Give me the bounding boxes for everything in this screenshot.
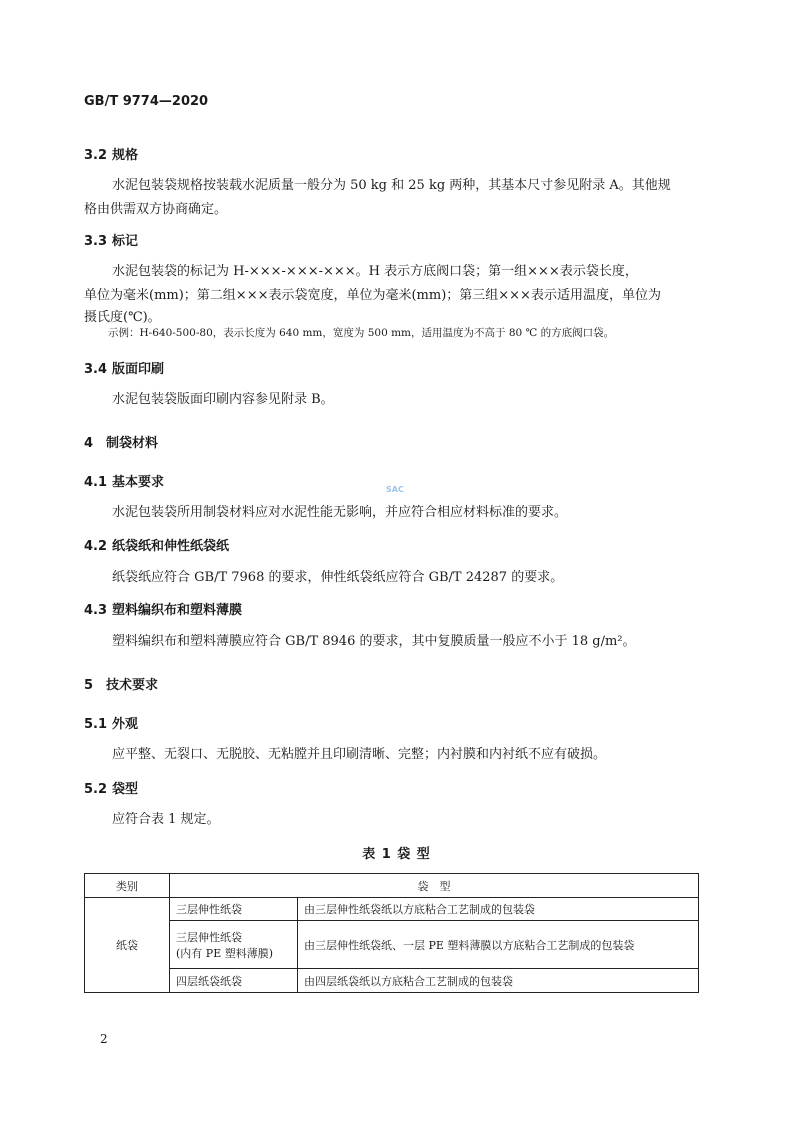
watermark-logo: SAC xyxy=(386,485,404,494)
section-title: 标记 xyxy=(112,234,139,249)
section-title: 袋型 xyxy=(112,782,139,797)
section-number: 5.1 xyxy=(84,717,108,732)
paragraph-line: 应平整、无裂口、无脱胶、无粘膛并且印刷清晰、完整；内衬膜和内衬纸不应有破损。 xyxy=(112,747,607,762)
section-title: 基本要求 xyxy=(112,475,165,490)
bag-type-cell xyxy=(170,898,298,921)
section-heading-5-1 xyxy=(84,713,138,732)
paragraph-line: 塑料编织布和塑料薄膜应符合 GB/T 8946 的要求，其中复膜质量一般应不小于 18 g/m²。 xyxy=(112,634,636,649)
standard-code: GB/T 9774—2020 xyxy=(84,94,209,109)
example-note: 示例：H-640-500-80，表示长度为 640 mm，宽度为 500 mm，适用温度为不高于 80 ℃ 的方底阀口袋。 xyxy=(108,327,615,339)
section-title: 塑料编织布和塑料薄膜 xyxy=(112,603,243,618)
bag-type-table xyxy=(84,873,699,993)
table-row xyxy=(85,969,699,993)
category-cell: 纸袋 xyxy=(85,898,170,993)
bag-description-cell: 由四层纸袋纸以方底粘合工艺制成的包装袋 xyxy=(298,969,699,993)
paragraph-line: 水泥包装袋规格按装载水泥质量一般分为 50 kg 和 25 kg 两种，其基本尺寸参见附录 A。其他规 xyxy=(112,178,671,193)
section-number: 3.4 xyxy=(84,362,108,377)
section-number: 4.1 xyxy=(84,475,108,490)
section-title: 制袋材料 xyxy=(106,436,159,451)
bag-type-name: 四层纸袋纸袋 xyxy=(176,974,242,988)
paragraph-line: 水泥包装袋的标记为 H-×××-×××-×××。H 表示方底阀口袋；第一组×××表示袋长度， xyxy=(112,264,638,279)
table-header-cell: 类别 xyxy=(85,874,170,898)
section-heading-5 xyxy=(84,674,158,693)
paragraph-line: 格由供需双方协商确定。 xyxy=(84,202,228,217)
section-title: 纸袋纸和伸性纸袋纸 xyxy=(112,539,230,554)
table-header-cell: 袋 型 xyxy=(170,874,699,898)
section-title: 外观 xyxy=(112,717,139,732)
section-number: 5.2 xyxy=(84,782,108,797)
paragraph-line: 水泥包装袋所用制袋材料应对水泥性能无影响，并应符合相应材料标准的要求。 xyxy=(112,505,568,520)
page-number: 2 xyxy=(100,1032,108,1046)
table-caption: 表 1 袋 型 xyxy=(362,847,431,862)
section-title: 规格 xyxy=(112,148,139,163)
section-heading-3-3 xyxy=(84,230,138,249)
table-header-row xyxy=(85,874,699,898)
paragraph-line: 水泥包装袋版面印刷内容参见附录 B。 xyxy=(112,392,334,407)
section-heading-4-1 xyxy=(84,471,164,490)
bag-description-cell: 由三层伸性纸袋纸、一层 PE 塑料薄膜以方底粘合工艺制成的包装袋 xyxy=(298,921,699,969)
section-title: 版面印刷 xyxy=(112,362,165,377)
paragraph-line: 应符合表 1 规定。 xyxy=(112,812,220,827)
table-row xyxy=(85,898,699,921)
section-number: 4.3 xyxy=(84,603,108,618)
section-heading-4 xyxy=(84,432,158,451)
section-heading-5-2 xyxy=(84,778,138,797)
bag-type-name: 三层伸性纸袋 xyxy=(176,930,242,944)
section-heading-4-2 xyxy=(84,535,229,554)
bag-type-note: (内有 PE 塑料薄膜) xyxy=(176,946,274,960)
section-number: 3.2 xyxy=(84,148,108,163)
paragraph-line: 纸袋纸应符合 GB/T 7968 的要求，伸性纸袋纸应符合 GB/T 24287 的要求。 xyxy=(112,570,564,585)
section-heading-4-3 xyxy=(84,599,242,618)
section-number: 5 xyxy=(84,678,94,693)
section-heading-3-2 xyxy=(84,144,138,163)
section-number: 4 xyxy=(84,436,94,451)
section-heading-3-4 xyxy=(84,358,164,377)
bag-type-name: 三层伸性纸袋 xyxy=(176,903,242,916)
bag-description-cell: 由三层伸性纸袋纸以方底粘合工艺制成的包装袋 xyxy=(298,898,699,921)
bag-type-cell xyxy=(170,921,298,969)
table-row xyxy=(85,921,699,969)
section-number: 3.3 xyxy=(84,234,108,249)
section-title: 技术要求 xyxy=(106,678,159,693)
bag-type-cell xyxy=(170,969,298,993)
paragraph-line: 单位为毫米(mm)；第二组×××表示袋宽度，单位为毫米(mm)；第三组×××表示适用温度，单位为 xyxy=(84,288,661,303)
paragraph-line: 摄氏度(℃)。 xyxy=(84,310,161,325)
section-number: 4.2 xyxy=(84,539,108,554)
